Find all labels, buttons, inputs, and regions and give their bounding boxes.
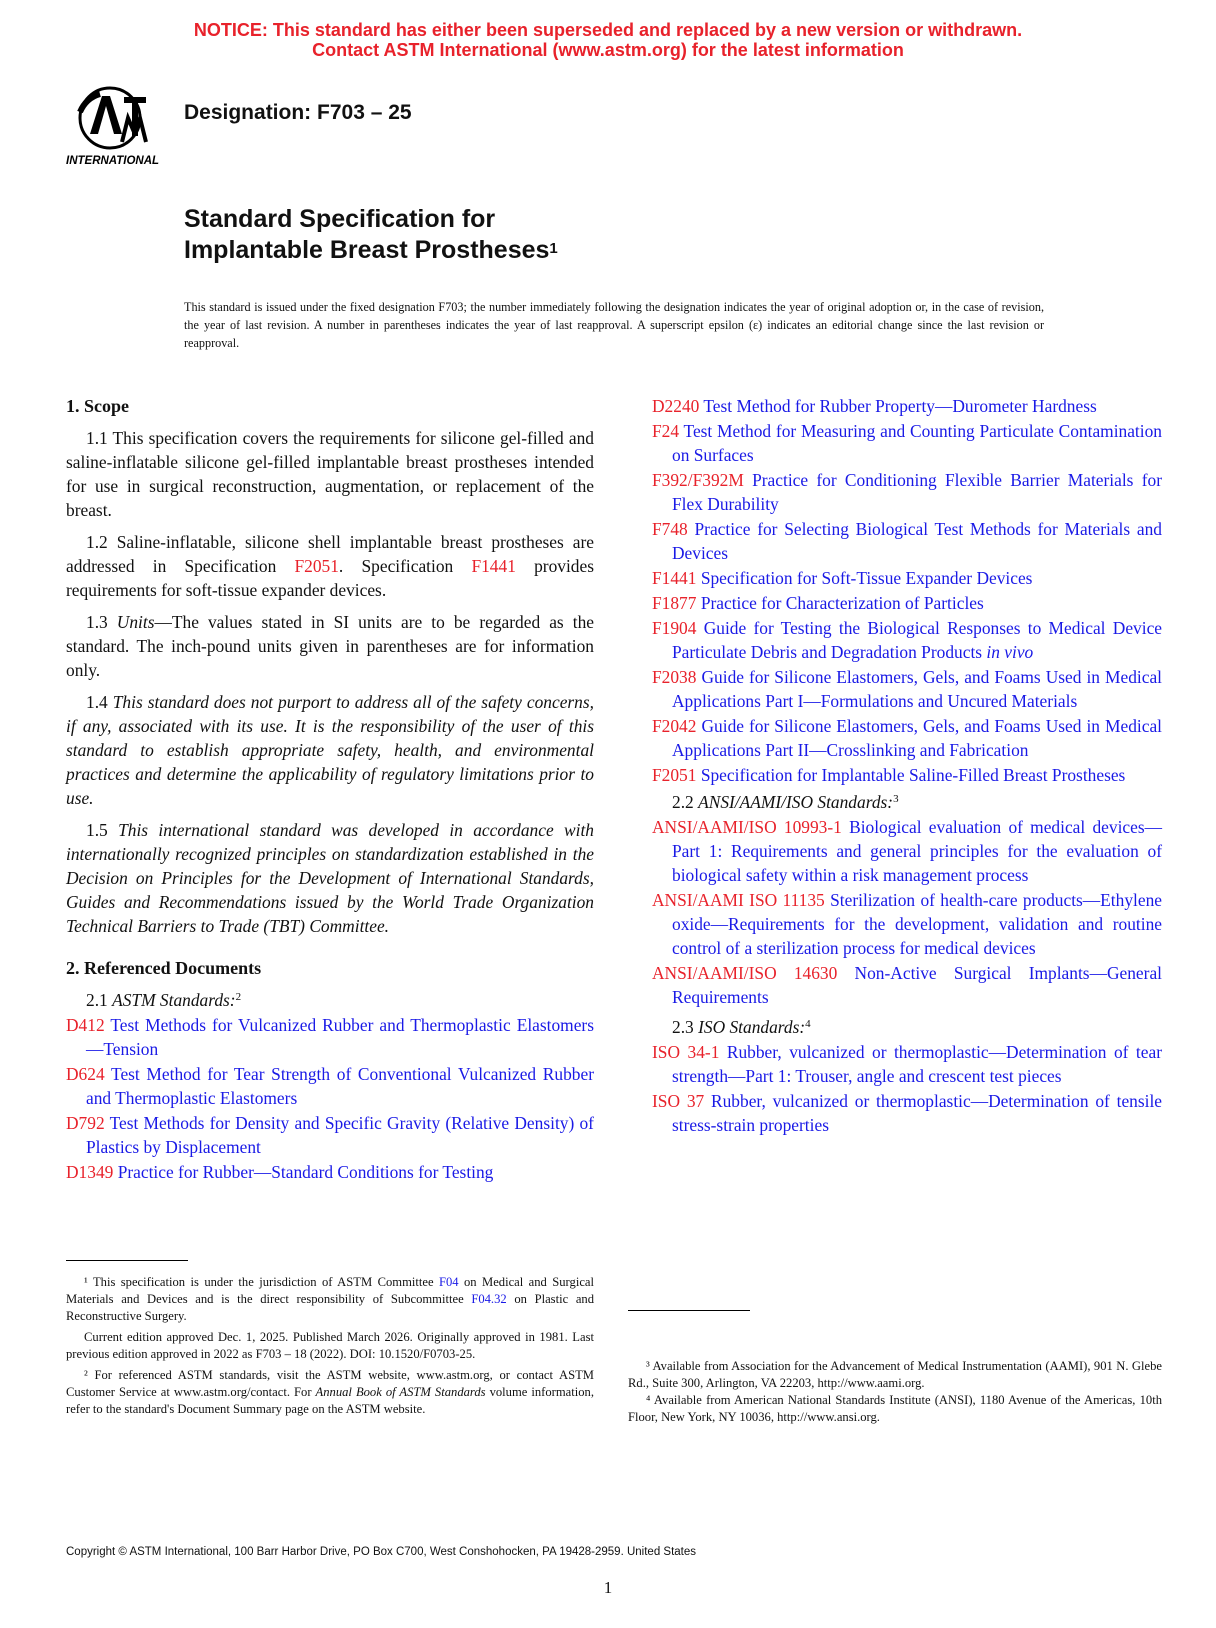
reference-code[interactable]: D792 [66,1113,105,1133]
reference-code[interactable]: D1349 [66,1162,114,1182]
reference-title[interactable]: Practice for Characterization of Particles [700,593,984,613]
reference-item[interactable] [652,394,1162,418]
footnote-2: ² For referenced ASTM standards, visit the ASTM website, www.astm.org, or contact ASTM Customer Service at www.astm.org/contact. For Annual Book of ASTM Standards volume information, refer to the standard's Document Summary page on the ASTM website. [66,1368,594,1416]
scope-1-4: 1.4 This standard does not purport to address all of the safety concerns, if any, associated with its use. It is the responsibility of the user of this standard to establish appropriate safety, health, and environmental practices and determine the applicability of regulatory limitations prior to use. [66,692,594,808]
reference-title[interactable]: Rubber, vulcanized or thermoplastic—Determination of tensile stress-strain properties [672,1091,1163,1135]
reference-title[interactable]: Test Methods for Density and Specific Gravity (Relative Density) of Plastics by Displacement [86,1113,594,1157]
reference-code[interactable]: F2042 [652,716,697,736]
footnote-4: ⁴ Available from American National Standards Institute (ANSI), 1180 Avenue of the Americas, 10th Floor, New York, NY 10036, http://www.ansi.org. [628,1393,1162,1424]
withdrawal-notice [0,20,1216,60]
link-f2051[interactable]: F2051 [294,556,339,576]
page-title [184,204,558,266]
link-f1441[interactable]: F1441 [471,556,516,576]
reference-item[interactable] [66,1013,594,1061]
reference-title[interactable]: Non-Active Surgical Implants—General Requirements [672,963,1162,1007]
link-f04-32[interactable]: F04.32 [471,1292,507,1306]
reference-code[interactable]: F1877 [652,593,697,613]
reference-item[interactable] [652,419,1162,467]
reference-code[interactable]: D2240 [652,396,700,416]
copyright: Copyright © ASTM International, 100 Barr Harbor Drive, PO Box C700, West Conshohocken, PA 19428-2959. United States [66,1546,697,1558]
reference-code[interactable]: ANSI/AAMI/ISO 10993-1 [652,817,842,837]
reference-code[interactable]: F748 [652,519,688,539]
reference-item[interactable] [652,566,1162,590]
link-f04[interactable]: F04 [438,1275,459,1289]
astm-standards-list-right [652,394,1162,787]
footnote-divider-right [628,1310,750,1311]
footnotes-left [66,1274,594,1422]
reference-title[interactable]: Guide for Silicone Elastomers, Gels, and Foams Used in Medical Applications Part II—Crosslinking and Fabrication [672,716,1163,760]
scope-1-1: 1.1 This specification covers the requirements for silicone gel-filled and saline-inflatable silicone gel-filled implantable breast prostheses intended for use in surgical reconstruction, augmentation, or replacement of the breast. [66,428,594,520]
reference-item[interactable] [652,517,1162,565]
notice-line-2: Contact ASTM International (www.astm.org) for the latest information [312,40,904,60]
title-footnote-mark: 1 [549,240,558,257]
reference-item[interactable] [66,1062,594,1110]
reference-code[interactable]: F24 [652,421,680,441]
reference-code[interactable]: D624 [66,1064,105,1084]
left-column [66,394,594,1185]
reference-item[interactable] [652,616,1162,664]
reference-code[interactable]: ISO 34-1 [652,1042,720,1062]
iso-standards-label: 2.3 ISO Standards:$^4$ [672,1017,811,1037]
reference-title[interactable]: Specification for Implantable Saline-Filled Breast Prostheses [700,765,1126,785]
reference-title[interactable]: Sterilization of health-care products—Ethylene oxide—Requirements for the development, validation and routine control of a sterilization process for medical devices [672,890,1162,958]
reference-code[interactable]: D412 [66,1015,105,1035]
logo-text: INTERNATIONAL [66,155,160,167]
footnote-1-edition: Current edition approved Dec. 1, 2025. Published March 2026. Originally approved in 1981. Last previous edition approved in 2022 as F703 – 18 (2022). DOI: 10.1520/F0703-25. [66,1330,594,1361]
reference-item[interactable] [652,714,1162,762]
reference-item[interactable] [652,888,1162,960]
designation: Designation: F703 – 25 [184,101,412,124]
footnote-divider-left [66,1260,188,1261]
ansi-standards-list [652,815,1162,1009]
reference-code[interactable]: F392/F392M [652,470,744,490]
page-number: 1 [603,1578,613,1597]
notice-line-1: NOTICE: This standard has either been superseded and replaced by a new version or withdrawn. [193,20,1023,40]
reference-item[interactable] [652,763,1162,787]
reference-code[interactable]: F1904 [652,618,697,638]
astm-logo-icon [66,82,174,168]
right-column [652,394,1162,1138]
reference-item[interactable] [652,815,1162,887]
reference-item[interactable] [652,1040,1162,1088]
issued-note: This standard is issued under the fixed designation F703; the number immediately following the designation indicates the year of original adoption or, in the case of revision, the year of last revision. A number in parentheses indicates the year of last reapproval. A superscript epsilon (ε) indicates an editorial change since the last revision or reapproval. [184,300,1044,350]
title-line-2: Implantable Breast Prostheses$^1$ [184,236,558,264]
astm-standards-list-left [66,1013,594,1184]
scope-heading: 1. Scope [66,396,129,416]
title-line-1: Standard Specification for [184,205,496,233]
reference-title[interactable]: Biological evaluation of medical devices—Part 1: Requirements and general principles for the evaluation of biological safety within a risk management process [672,817,1162,885]
reference-item[interactable] [652,591,1162,615]
reference-item[interactable] [652,961,1162,1009]
reference-code[interactable]: ISO 37 [652,1091,705,1111]
reference-item[interactable] [66,1111,594,1159]
astm-standards-label: 2.1 ASTM Standards:$^2$ [86,990,242,1010]
reference-item[interactable] [652,1089,1162,1137]
footnotes-right [628,1358,1162,1430]
reference-title[interactable]: Test Method for Rubber Property—Durometer Hardness [703,396,1097,416]
reference-code[interactable]: ANSI/AAMI/ISO 14630 [652,963,838,983]
reference-code[interactable]: F2038 [652,667,697,687]
scope-1-2: 1.2 Saline-inflatable, silicone shell implantable breast prostheses are addressed in Specification F2051. Specification F1441 provides requirements for soft-tissue expander devices. [66,532,594,600]
reference-title[interactable]: Guide for Testing the Biological Responses to Medical Device Particulate Debris and Degradation Products [672,618,1163,662]
reference-title[interactable]: Practice for Selecting Biological Test Methods for Materials and Devices [672,519,1162,563]
reference-code[interactable]: F1441 [652,568,697,588]
reference-title[interactable]: Guide for Silicone Elastomers, Gels, and Foams Used in Medical Applications Part I—Formulations and Uncured Materials [672,667,1163,711]
reference-title[interactable]: Practice for Rubber—Standard Conditions for Testing [117,1162,494,1182]
reference-title-italic[interactable]: in vivo [986,642,1034,662]
reference-item[interactable] [66,1160,594,1184]
reference-title[interactable]: Specification for Soft-Tissue Expander Devices [700,568,1033,588]
refdocs-heading: 2. Referenced Documents [66,958,262,978]
reference-code[interactable]: ANSI/AAMI ISO 11135 [652,890,825,910]
reference-code[interactable]: F2051 [652,765,697,785]
ansi-standards-label: 2.2 ANSI/AAMI/ISO Standards:$^3$ [672,792,899,812]
footnote-1: ¹ This specification is under the jurisdiction of ASTM Committee F04 on Medical and Surgical Materials and Devices and is the direct responsibility of Subcommittee F04.32 on Plastic and Reconstructive Surgery. [66,1275,595,1323]
reference-title[interactable]: Practice for Conditioning Flexible Barrier Materials for Flex Durability [672,470,1162,514]
reference-item[interactable] [652,665,1162,713]
reference-title[interactable]: Test Method for Measuring and Counting Particulate Contamination on Surfaces [672,421,1162,465]
scope-1-3: 1.3 Units—The values stated in SI units are to be regarded as the standard. The inch-pound units given in parentheses are for information only. [66,612,594,680]
footnote-3: ³ Available from Association for the Advancement of Medical Instrumentation (AAMI), 901 N. Glebe Rd., Suite 300, Arlington, VA 22203, http://www.aami.org. [628,1359,1162,1390]
scope-1-5: 1.5 This international standard was developed in accordance with internationally recognized principles on standardization established in the Decision on Principles for the Development of International Standards, Guides and Recommendations issued by the World Trade Organization Technical Barriers to Trade (TBT) Committee. [66,820,594,936]
reference-title[interactable]: Test Method for Tear Strength of Conventional Vulcanized Rubber and Thermoplastic Elastomers [86,1064,594,1108]
iso-standards-list [652,1040,1162,1137]
reference-title[interactable]: Rubber, vulcanized or thermoplastic—Determination of tear strength—Part 1: Trouser, angle and crescent test pieces [672,1042,1162,1086]
reference-title[interactable]: Test Methods for Vulcanized Rubber and Thermoplastic Elastomers—Tension [86,1015,594,1059]
reference-item[interactable] [652,468,1162,516]
